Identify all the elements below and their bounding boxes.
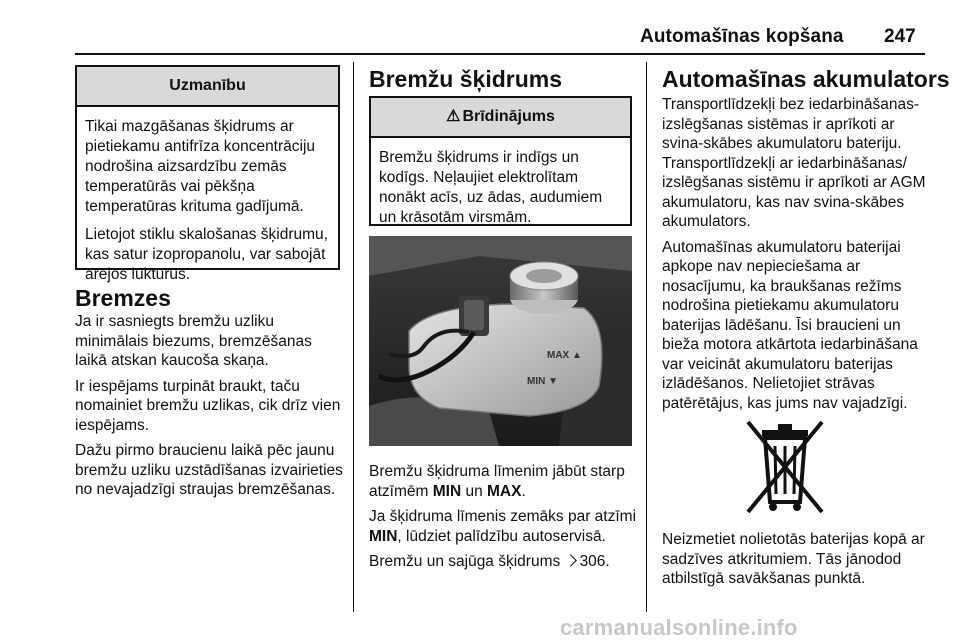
reservoir-illustration (369, 236, 632, 446)
brakes-paragraph-1: Ja ir sasniegts bremžu uzliku minimālais biezums, bremzēšanas laikā atskan kaucoša skaņa. (75, 313, 312, 369)
p3-text: Bremžu un sajūga šķidrums (369, 553, 565, 570)
warning-box (369, 96, 632, 226)
running-header-title: Automašīnas kopšana (640, 26, 844, 47)
brake-fluid-paragraph-1 (369, 462, 637, 501)
battery-paragraph-2: Automašīnas akumulatoru baterijai apkope nav nepieciešama ar nosacījumu, ka braukšanas režīms nodrošina pietiekamu akumulatoru baterijas lādēšanu. Īsi braucieni un bieža motora atkārtota iedarbināšana var veicināt akumulatoru baterijas izlādēšanos. Nelietojiet strāvas patērētājus, kas jums nav vajadzīgi. (662, 238, 918, 412)
brakes-heading: Bremzes (75, 285, 171, 311)
p1-min: MIN (432, 482, 462, 500)
warning-text: Bremžu šķidrums ir indīgs un kodīgs. Neļaujiet elektrolītam nonākt acīs, uz ādas, audumiem un krāsotām virsmām. (379, 149, 603, 226)
battery-heading: Automašīnas akumulators (662, 66, 950, 92)
p2-text-a: Ja šķidruma līmenis zemāks par atzīmi (369, 508, 637, 525)
p2-min: MIN (369, 527, 398, 545)
battery-paragraph-3: Neizmetiet nolietotās baterijas kopā ar sadzīves atkritumiem. Tās jānodod atbilstīgā savākšanas punktā. (662, 531, 925, 587)
warning-title: Brīdinājums (462, 108, 555, 125)
notice-title: Uzmanību (77, 67, 338, 107)
p1-text-c: . (521, 482, 526, 500)
warning-title-row (371, 98, 630, 138)
watermark: carmanualsonline.info (560, 615, 798, 640)
battery-text-top (662, 95, 927, 419)
p2-text-b: , lūdziet palīdzību autoservisā. (397, 527, 606, 545)
notice-paragraph-2: Lietojot stiklu skalošanas šķidrumu, kas satur izopropanolu, var sabojāt ārējos lukturus. (85, 226, 328, 283)
brake-fluid-paragraph-2 (369, 507, 637, 546)
brakes-paragraph-2: Ir iespējams turpināt braukt, taču nomainiet bremžu uzlikas, cik drīz vien iespējams. (75, 377, 341, 434)
p1-text-b: un (461, 482, 488, 500)
column-separator-1 (353, 62, 354, 612)
column-separator-2 (646, 62, 647, 612)
page-ref-arrow-icon (564, 554, 577, 567)
brakes-paragraph-3: Dažu pirmo braucienu laikā pēc jaunu bremžu uzliku uzstādīšanas izvairieties no nevajadzīgi straujas bremzēšanas. (75, 442, 343, 498)
brakes-text (75, 312, 345, 506)
p1-text-a: Bremžu šķidruma līmenim jābūt starp atzīmēm (369, 463, 625, 500)
p1-max: MAX (487, 482, 522, 500)
page-reference-link[interactable]: 306. (579, 553, 610, 570)
brake-fluid-text (369, 462, 637, 578)
max-label: MAX ▲ (547, 350, 582, 361)
min-label: MIN ▼ (527, 376, 559, 387)
header-rule (75, 53, 925, 55)
page-number: 247 (884, 26, 916, 47)
battery-text-bottom (662, 530, 927, 595)
notice-paragraph-1: Tikai mazgāšanas šķidrums ar pietiekamu antifrīza koncentrāciju nodrošina aizsardzību zemās temperatūrās vai pēkšņa temperatūras krituma gadījumā. (85, 118, 316, 215)
crossed-out-bin-icon (740, 416, 830, 516)
warning-triangle-icon: ⚠ (446, 108, 461, 125)
brake-fluid-reservoir-photo (369, 236, 632, 446)
battery-paragraph-1: Transportlīdzekļi bez iedarbināšanas-izslēgšanas sistēmas ir aprīkoti ar svina-skābes akumulatoru bateriju. Transportlīdzekļi ar iedarbināšanas/ izslēgšanas sistēmu ir aprīkoti ar AGM akumulatoru, kas nav svina-skābes akumulators. (662, 96, 926, 230)
brake-fluid-heading: Bremžu šķidrums (369, 66, 563, 92)
notice-box (75, 65, 340, 283)
brake-fluid-paragraph-3 (369, 552, 637, 572)
